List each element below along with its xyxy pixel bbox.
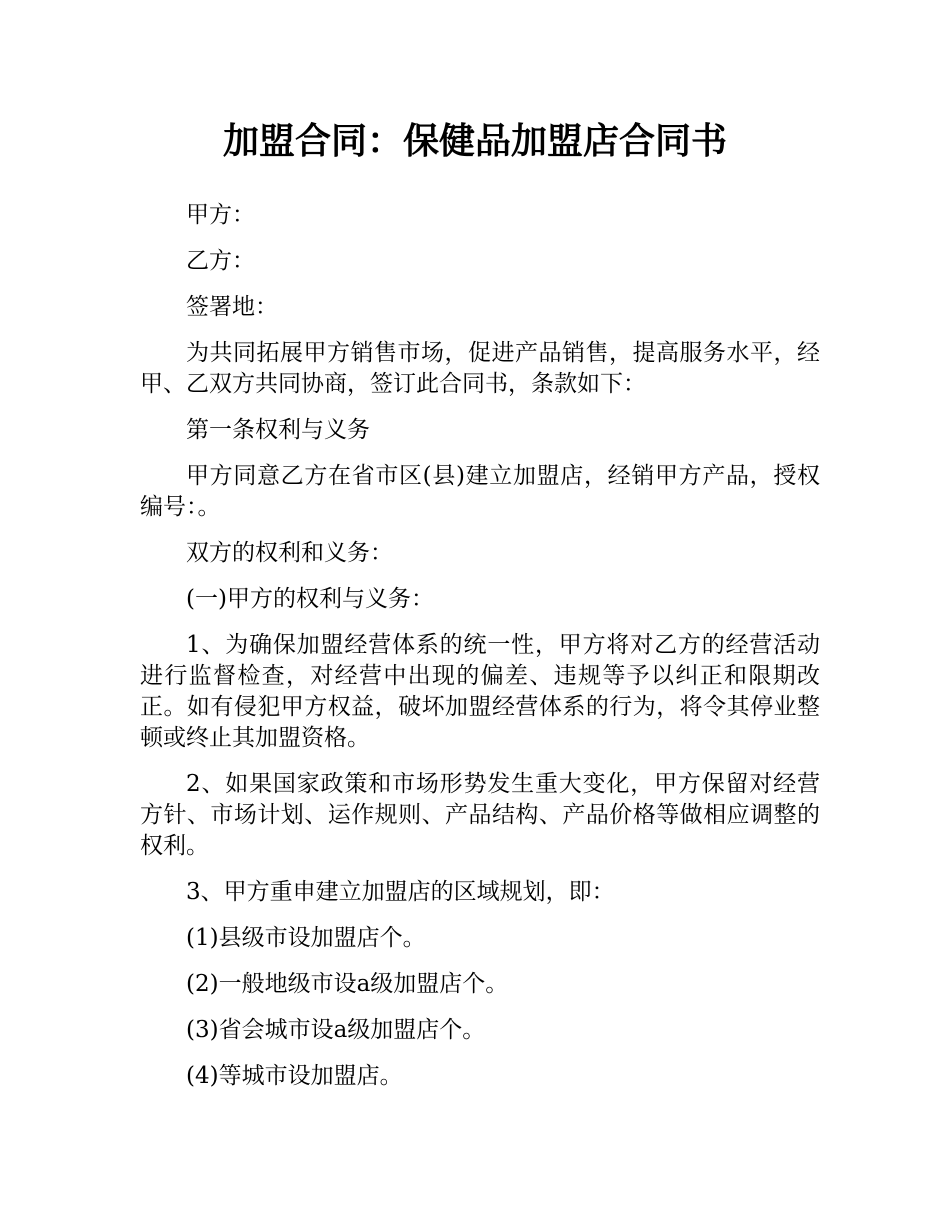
document-title: 加盟合同：保健品加盟店合同书 <box>222 121 727 162</box>
clause-3-paragraph: 3、甲方重申建立加盟店的区域规划，即： <box>186 879 615 905</box>
party-a-line: 甲方： <box>186 202 255 228</box>
signing-place-line: 签署地： <box>186 294 278 320</box>
clause-3-item-3: (3)省会城市设a级加盟店个。 <box>186 1017 486 1043</box>
party-a-rights-heading: (一)甲方的权利与义务： <box>186 586 434 612</box>
clause-3-item-1: (1)县级市设加盟店个。 <box>186 925 426 951</box>
clause-1-paragraph: 1、为确保加盟经营体系的统一性，甲方将对乙方的经营活动进行监督检查，对经营中出现的偏差、违规等予以纠正和限期改正。如有侵犯甲方权益，破坏加盟经营体系的行为，将令其停业整顿或终止其加盟资格。 <box>140 632 820 751</box>
article-1-heading: 第一条权利与义务 <box>186 417 370 443</box>
document-body <box>140 200 820 1107</box>
party-b-line: 乙方： <box>186 248 255 274</box>
clause-3-item-2: (2)一般地级市设a级加盟店个。 <box>186 971 509 997</box>
rights-duties-heading: 双方的权利和义务： <box>186 540 393 566</box>
authorization-paragraph: 甲方同意乙方在省市区(县)建立加盟店，经销甲方产品，授权编号：。 <box>140 463 820 520</box>
clause-2-paragraph: 2、如果国家政策和市场形势发生重大变化，甲方保留对经营方针、市场计划、运作规则、产品结构、产品价格等做相应调整的权利。 <box>140 771 820 859</box>
preamble-paragraph: 为共同拓展甲方销售市场，促进产品销售，提高服务水平，经甲、乙双方共同协商，签订此合同书，条款如下： <box>140 340 820 397</box>
clause-3-item-4: (4)等城市设加盟店。 <box>186 1063 403 1089</box>
